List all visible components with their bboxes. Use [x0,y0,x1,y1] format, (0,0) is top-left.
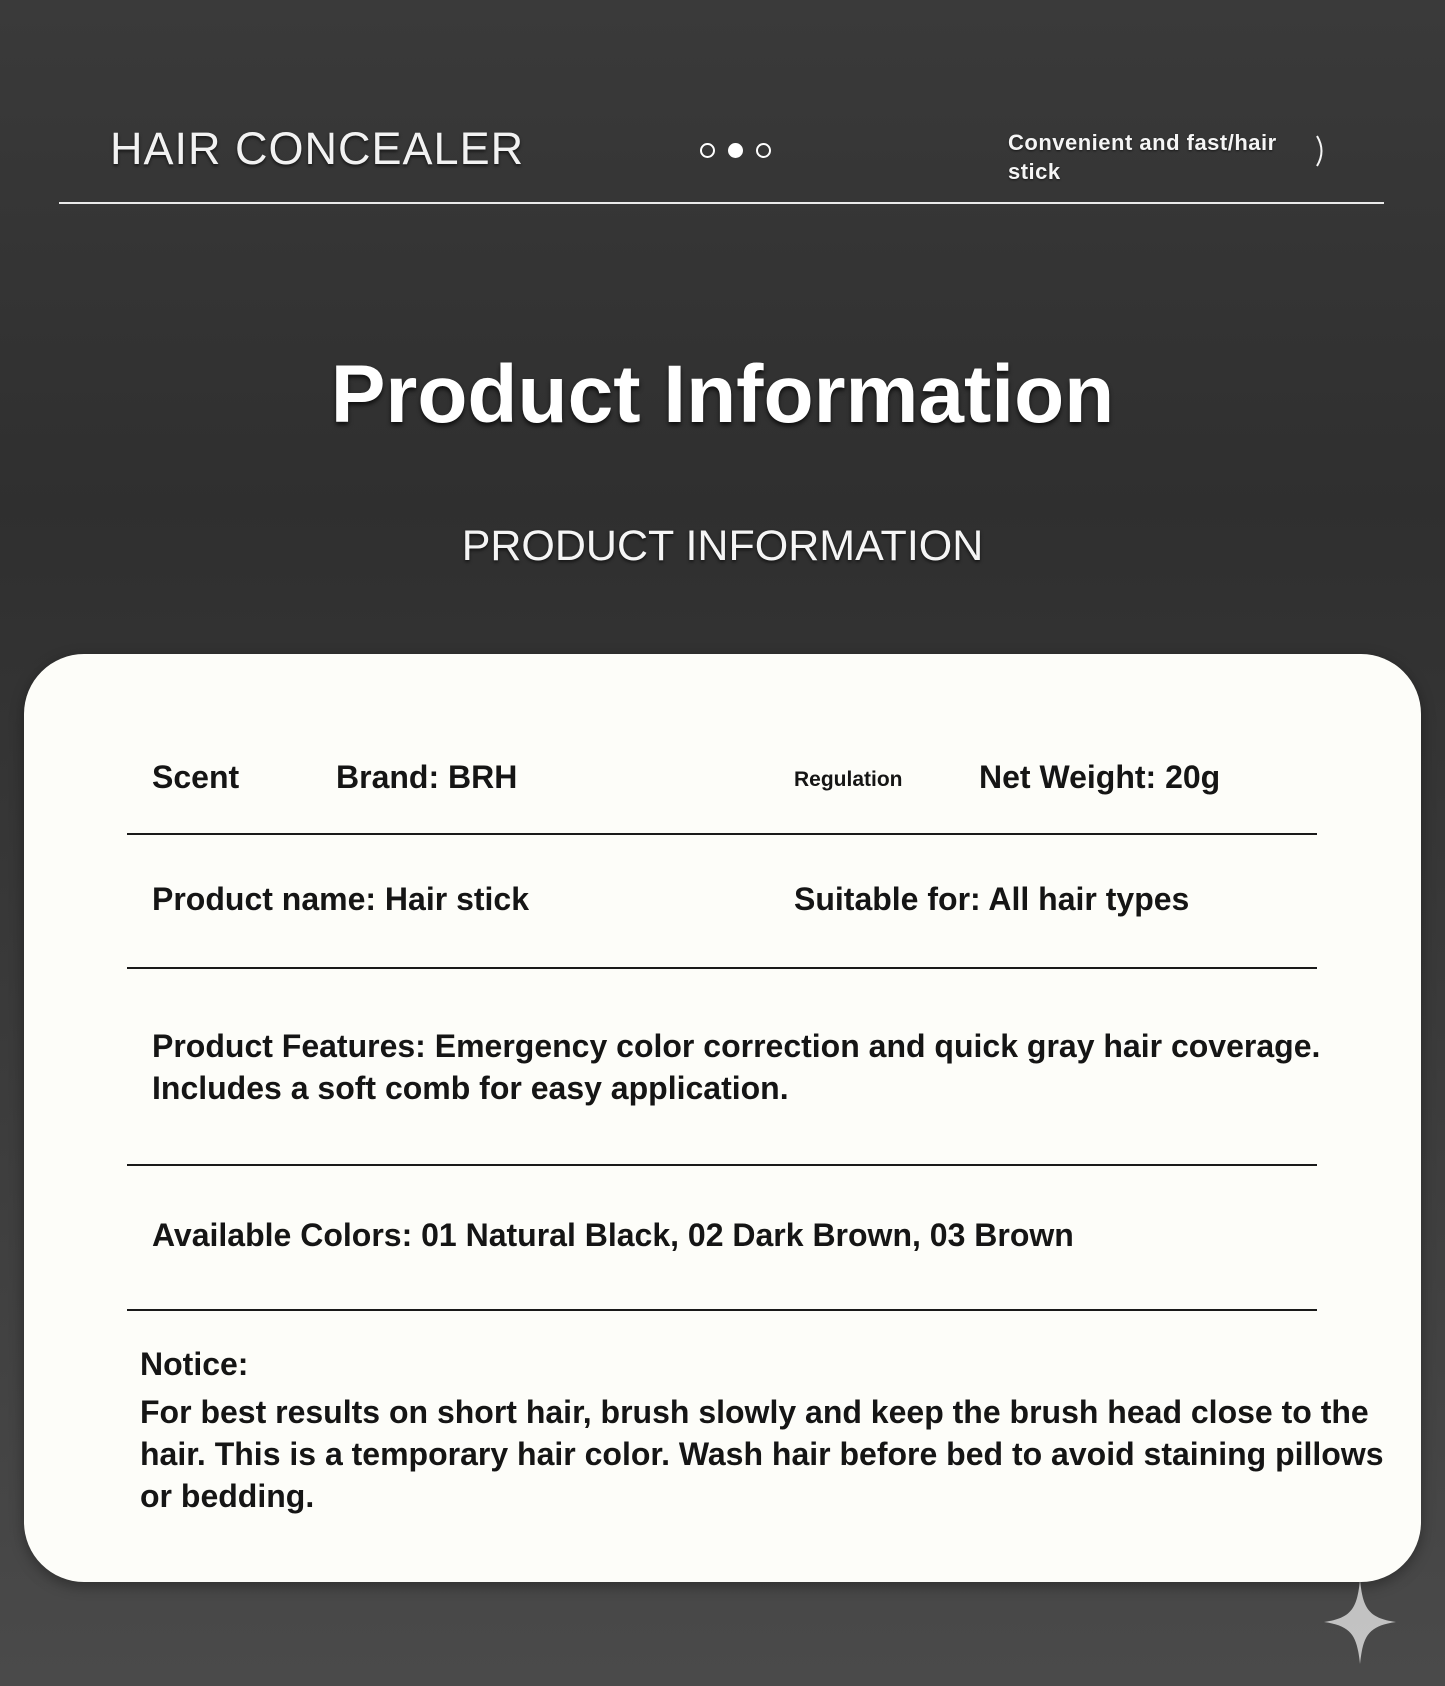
header [59,0,1384,204]
pager-dot-3[interactable] [756,143,771,158]
suitable-for-value: Suitable for: All hair types [794,881,1190,917]
pager-dots [700,143,771,158]
tagline: Convenient and fast/hair stick [1008,130,1277,184]
divider [127,1164,1317,1166]
scent-label: Scent [152,759,240,795]
divider [127,967,1317,969]
brand-title: HAIR CONCEALER [110,123,525,174]
notice-block [140,1343,1384,1517]
available-colors: Available Colors: 01 Natural Black, 02 Dark Brown, 03 Brown [152,1217,1074,1253]
brand-value: Brand: BRH [336,759,518,795]
chevron-right-icon[interactable] [1315,134,1327,168]
notice-line-1: For best results on short hair, brush slowly and keep the brush head close to the [140,1394,1369,1430]
sparkle-icon [1322,1578,1398,1666]
divider [127,1309,1317,1311]
regulation-label: Regulation [794,768,903,791]
product-info-card [24,654,1421,1582]
pager-dot-2-active[interactable] [728,143,743,158]
product-features [152,1025,1320,1109]
page-title: Product Information [330,349,1115,440]
pager-dot-1[interactable] [700,143,715,158]
divider [127,833,1317,835]
page-subtitle: PRODUCT INFORMATION [461,522,984,570]
notice-heading: Notice: [140,1346,249,1382]
net-weight-value: Net Weight: 20g [979,759,1221,795]
notice-line-3: or bedding. [140,1478,315,1514]
notice-line-2: hair. This is a temporary hair color. Wash hair before bed to avoid staining pillows [140,1436,1384,1472]
features-line-1: Product Features: Emergency color correction and quick gray hair coverage. [152,1028,1321,1064]
features-line-2: Includes a soft comb for easy application. [152,1070,789,1106]
product-name-value: Product name: Hair stick [152,881,529,917]
